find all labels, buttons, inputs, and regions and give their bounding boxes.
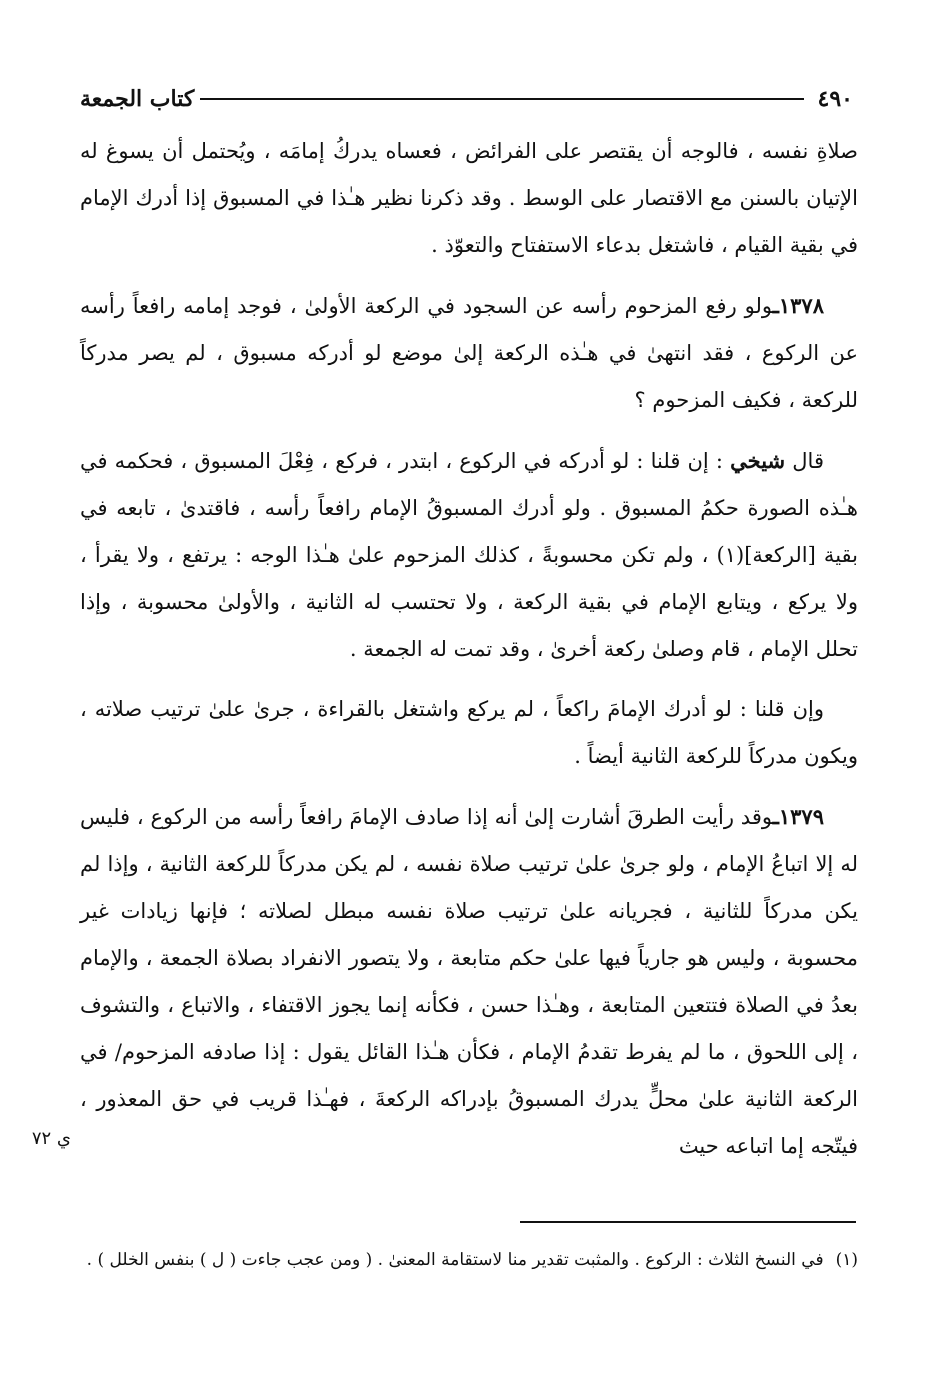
book-title: كتاب الجمعة	[80, 86, 195, 112]
paragraph-text: وقد رأيت الطرقَ أشارت إلىٰ أنه إذا صادف الإمامَ رافعاً رأسه من الركوع ، فليس له إلا اتباعُ الإمام ، ولو جرىٰ علىٰ ترتيب صلاة نفسه ، لم يكن مدركاً للركعة الثانية ، وإذا لم يكن مدركاً للثانية ، فجريانه علىٰ ترتيب صلاة نفسه مبطل لصلاته ؛ فإنها زيادات غير محسوبة ، وليس هو جارياً فيها علىٰ حكم متابعة ، ولا يتصور الانفراد بصلاة الجمعة ، والإمام بعدُ في الصلاة فتتعين المتابعة ، وهـٰذا حسن ، فكأنه إنما يجوز الاقتفاء ، والاتباع ، والتشوف ، إلى اللحوق ، ما لم يفرط تقدمُ الإمام ، فكأن هـٰذا القائل يقول : إذا صادفه المزحوم/ في الركعة الثانية علىٰ محلٍّ يدرك المسبوقُ بإدراكه الركعةَ ، فهـٰذا قريب في حق المعذور ، فيتّجه إما اتباعه حيث	[80, 805, 858, 1158]
paragraph-1	[80, 128, 858, 269]
section-number: ١٣٧٨ـ	[772, 293, 824, 318]
paragraph-text: وإن قلنا : لو أدرك الإمامَ راكعاً ، لم يركع واشتغل بالقراءة ، جرىٰ علىٰ ترتيب صلاته ، ويكون مدركاً للركعة الثانية أيضاً .	[80, 697, 858, 768]
main-text	[80, 128, 858, 1183]
page-number: ٤٩٠	[817, 86, 853, 112]
paragraph-5	[80, 793, 858, 1170]
footnote-number: (١)	[835, 1250, 858, 1270]
section-number: ١٣٧٩ـ	[772, 804, 824, 829]
paragraph-lead: قال	[792, 449, 824, 473]
manuscript-folio-note: ي ٧٢	[31, 1128, 71, 1149]
footnote	[80, 1244, 858, 1277]
footnote-text: في النسخ الثلاث : الركوع . والمثبت تقدير منا لاستقامة المعنىٰ . ( ومن عجب جاءت ( ل ) بنفس الخلل ) .	[86, 1250, 824, 1270]
paragraph-2	[80, 282, 858, 424]
paragraph-text: : إن قلنا : لو أدركه في الركوع ، ابتدر ، فركع ، فِعْلَ المسبوق ، فحكمه في هـٰذه الصورة حكمُ المسبوق . ولو أدرك المسبوقُ الإمام رافعاً رأسه ، فاقتدىٰ ، تابعه في بقية [الركعة](١) ، ولم تكن محسوبةً ، كذلك المزحوم علىٰ هـٰذا الوجه : يرتفع ، ولا يقرأ ، ولا يركع ، ويتابع الإمام في بقية الركعة ، ولا تحتسب له الثانية ، والأولىٰ محسوبة ، وإذا تحلل الإمام ، قام وصلىٰ ركعة أخرىٰ ، وقد تمت له الجمعة .	[80, 449, 858, 661]
page-header	[80, 82, 853, 116]
paragraph-text: صلاةِ نفسه ، فالوجه أن يقتصر على الفرائض ، فعساه يدركُ إمامَه ، ويُحتمل أن يسوغ له الإتيان بالسنن مع الاقتصار على الوسط . وقد ذكرنا نظير هـٰذا في المسبوق إذا أدرك الإمام في بقية القيام ، فاشتغل بدعاء الاستفتاح والتعوّذ .	[80, 139, 858, 257]
paragraph-4	[80, 686, 858, 780]
paragraph-bold-word: شيخي	[730, 448, 786, 473]
paragraph-3	[80, 437, 858, 673]
footnote-rule	[520, 1221, 856, 1223]
paragraph-text: ولو رفع المزحوم رأسه عن السجود في الركعة الأولىٰ ، فوجد إمامه رافعاً رأسه عن الركوع ، فقد انتهىٰ في هـٰذه الركعة إلىٰ موضع لو أدركه مسبوق ، لم يصر مدركاً للركعة ، فكيف المزحوم ؟	[80, 294, 858, 412]
header-rule	[200, 98, 803, 100]
